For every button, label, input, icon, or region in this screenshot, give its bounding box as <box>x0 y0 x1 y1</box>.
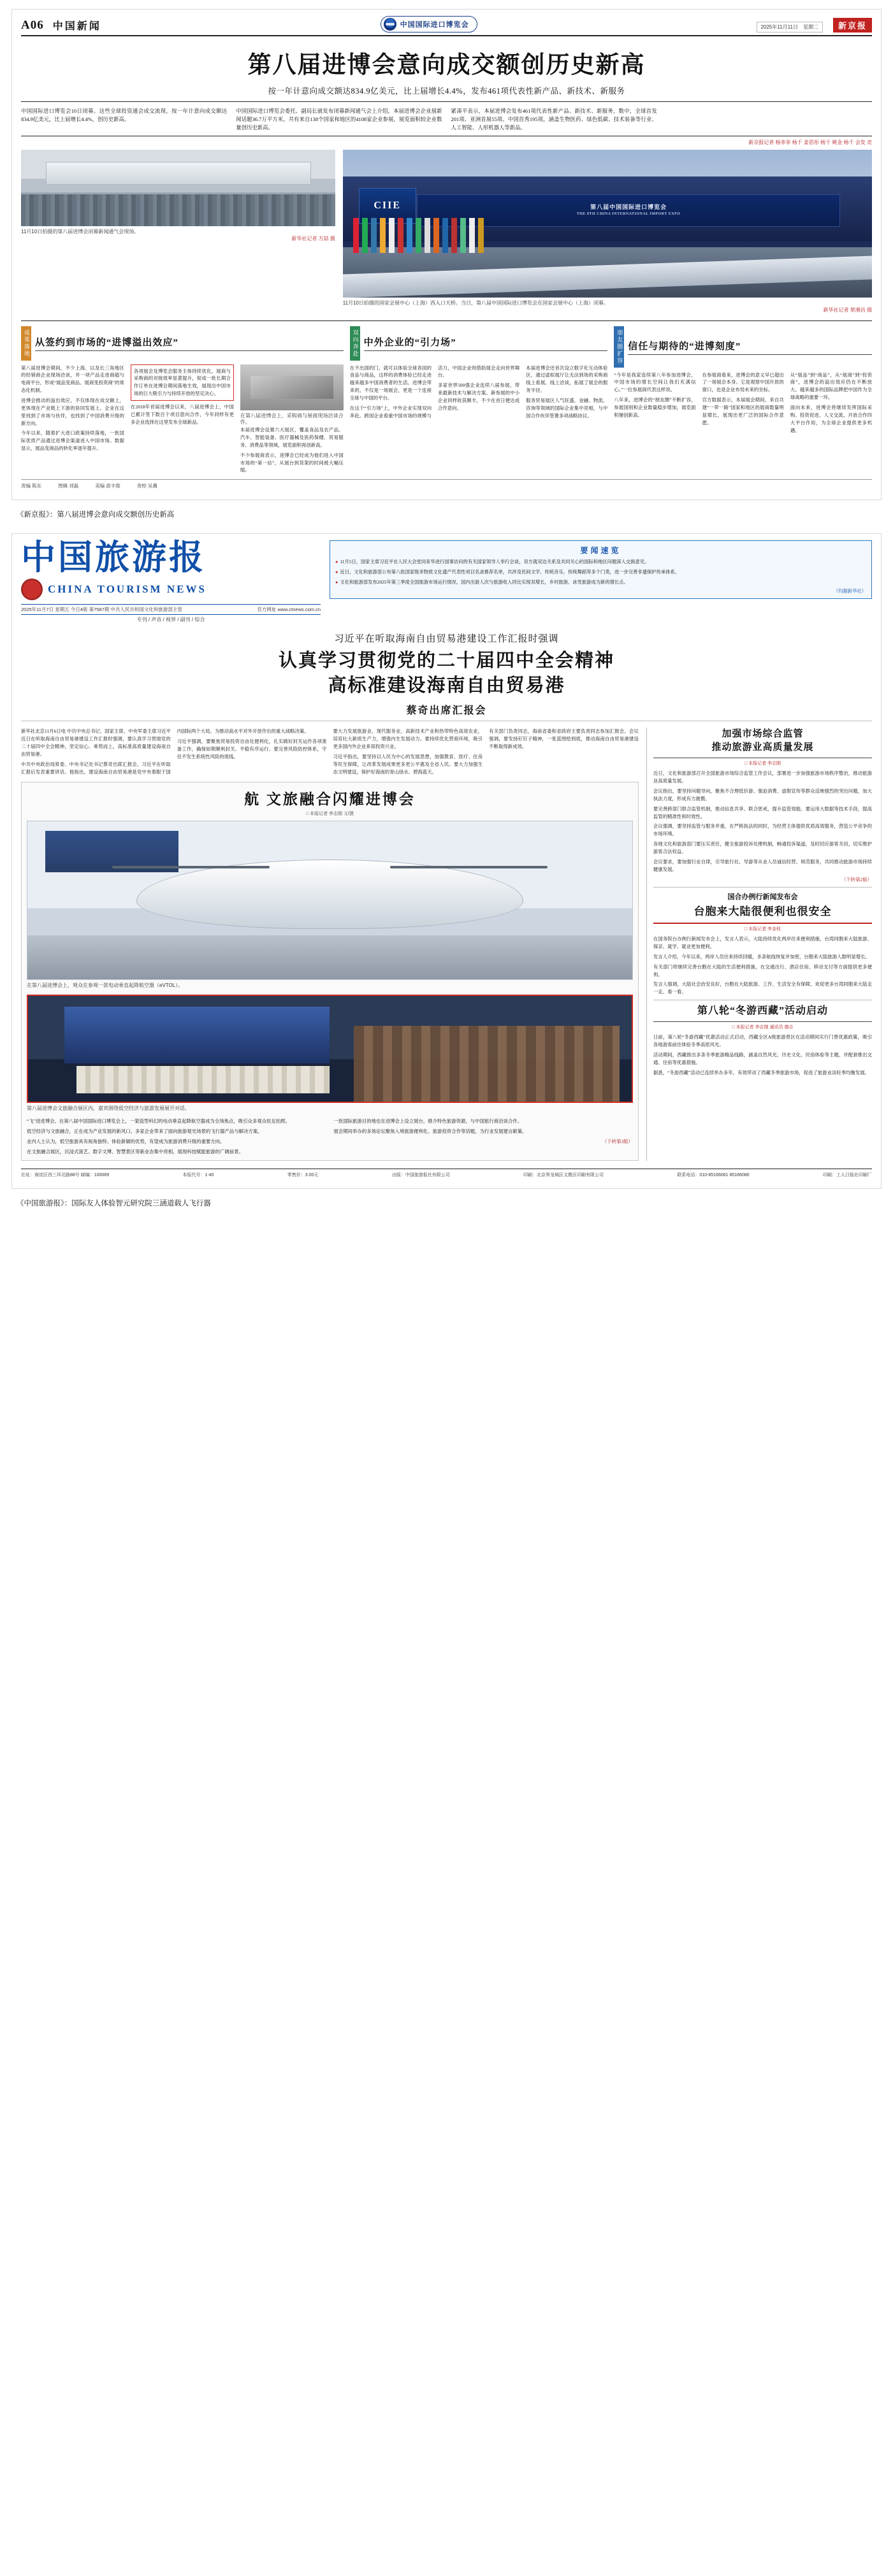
section-name: 中国新闻 <box>52 21 101 32</box>
flag <box>407 218 412 254</box>
paper2-infoline <box>21 604 321 615</box>
photo-caption-inline: 在第八届进博会上，采购商与展商现场洽谈合作。 <box>240 412 344 426</box>
flag <box>451 218 457 254</box>
side-article2-title: 台胞来大陆很便利也很安全 <box>653 904 872 924</box>
paragraph: 会议强调，要坚持监管与服务并重，在严格执法的同时，为经营主体提供优质高效服务，营造公平竞争的市场环境。 <box>653 823 872 837</box>
paragraph: 本届进博会设置六大展区，覆盖食品及农产品、汽车、智能装备、医疗器械及医药保健、贸易服务、消费品等领域，展览面积再创新高。 <box>240 427 344 448</box>
feature-body <box>27 1118 633 1155</box>
paragraph: 多家世界500强企业连续八届参展，带来最新技术与解决方案。新参展的中小企业同样收获颇丰，不少在首日便达成合作意向。 <box>437 382 520 411</box>
continued-note: （下转第2版） <box>841 876 872 882</box>
lead-title-line1: 认真学习贯彻党的二十届四中全会精神 <box>278 651 614 672</box>
news-brief-title: 要闻速览 <box>580 546 621 556</box>
paper2-logo-block <box>21 540 321 624</box>
section-tag: 成果落地 <box>21 326 31 361</box>
section-title: 信任与期待的“进博刻度” <box>628 339 872 355</box>
paragraph: “飞”进进博会。在第八届中国国际进口博览会上，一架造型科幻的电动垂直起降航空器成为全场焦点，吸引众多观众驻足拍照。 <box>27 1118 291 1125</box>
colophon-code: 本报代号：1-40 <box>182 1173 214 1178</box>
bullet-icon: ● <box>335 568 338 575</box>
paragraph: 近日，文化和旅游部召开全国旅游市场综合监管工作会议，部署进一步加强旅游市场秩序整治，推动旅游业高质量发展。 <box>653 770 872 784</box>
ciie-globe-icon <box>384 18 396 31</box>
side-article2-body <box>653 935 872 996</box>
paragraph: 要大力发展旅游业、现代服务业、高新技术产业和热带特色高效农业，培育壮大新质生产力，增强内生发展动力。要持续优化营商环境，吸引更多国内外企业来琼投资兴业。 <box>333 728 483 750</box>
colophon-phone: 联系电话：010-85166061 85166080 <box>677 1173 750 1178</box>
photo-flag-row <box>353 218 861 254</box>
paragraph: 展会期间举办的多场论坛聚焦入境旅游便利化、旅游投资合作等话题，为行业发展建言献策。 <box>333 1128 527 1134</box>
paragraph: “今年是我家连续第八年参加进博会，中国市场的增长空间让我们充满信心。”一位参展商代表这样说。 <box>614 371 696 393</box>
paper2-lead-head <box>21 631 872 717</box>
paragraph: 据悉，“冬游西藏”活动已连续举办多年，有效带动了西藏冬季旅游市场，促进了旅游业淡旺季均衡发展。 <box>653 1069 870 1076</box>
feature-photo-caption-2: 第八届进博会文旅融合展区内，嘉宾围绕低空经济与旅游发展展开对话。 <box>27 1105 190 1112</box>
paragraph: 要完善跨部门联合监管机制，推动信息共享、联合惩戒，提升监管效能。要运用大数据等技术手段，提高监管的精准性和时效性。 <box>653 805 872 819</box>
colophon-printer2: 印刷：工人日报社印刷厂 <box>822 1173 872 1178</box>
feature-byline: □ 本报记者 李志刚 文/摄 <box>305 812 354 817</box>
brief-item <box>335 568 866 576</box>
paragraph: 八年来，进博会的“朋友圈”不断扩容，参展国别和企业数量稳步增加，展览面积屡创新高。 <box>614 397 696 418</box>
section-header <box>21 326 344 361</box>
photo-rotor <box>112 866 270 868</box>
credit-photo: 图辑 刘磊 <box>58 483 79 489</box>
brief-item <box>335 579 866 586</box>
lead-article-body <box>21 107 872 136</box>
photo-stage-chairs <box>76 1066 330 1093</box>
page-headline: 第八届进博会意向成交额创历史新高 <box>247 52 646 78</box>
side-article-body <box>653 770 872 883</box>
flag <box>425 218 430 254</box>
paper2-grid <box>21 728 872 1161</box>
venue-banner-cn: 第八届中国国际进口博览会 <box>590 203 667 210</box>
paragraph: 在这个“引力场”上，中外企业实现双向奔赴。跨国企业看重中国市场的规模与活力，中国企业则借助展会走向世界舞台。 <box>349 364 520 419</box>
paragraph: 服务贸易展区人气旺盛，金融、物流、咨询等领域的国际企业集中亮相，与中国合作伙伴签署多项战略协议。 <box>526 398 608 419</box>
colophon-price: 零售价：3.00元 <box>287 1173 319 1178</box>
feature-continued-note: （下转第3版） <box>602 1138 633 1144</box>
paper2-nav[interactable]: 专刊 / 声音 / 视界 / 副刊 / 综合 <box>136 617 205 623</box>
highlight-box <box>131 364 234 401</box>
brief-item-text: 近日，文化和旅游部公布第八批国家级非物质文化遗产代表性项目名录推荐名单，共涉及民间文学、传统音乐、传统舞蹈等多个门类，进一步完善非遗保护传承体系。 <box>340 568 680 575</box>
lead-byline: 新京报记者 杨菲菲 杨千 姜思彤 杨千 姚金 杨千 会发 竞 <box>748 140 872 146</box>
photo-block-forum <box>21 150 335 314</box>
paragraph: 中共中央政治局常委、中央书记处书记蔡奇出席汇报会。习近平在听取汇报后发表重要讲话。他指出，建设海南自由贸易港是党中央着眼于国内国际两个大局、为推动高水平对外开放作出的重大战略决策。 <box>21 728 309 775</box>
paper1-article-grid <box>21 326 872 475</box>
paragraph: 有关部门将继续完善台胞在大陆的生活便利措施，在交通出行、酒店住宿、移动支付等方面提供更多便利。 <box>653 963 872 977</box>
colophon-printer: 印刷：北京界龙城区文教区印刷有限公司 <box>523 1173 604 1178</box>
paragraph: 习近平强调，要聚焦贸易投资自由化便利化，扎实做好封关运作各项准备工作，确保如期顺利封关、平稳有序运行。要完善风险防控体系，守住不发生系统性风险的底线。 <box>177 738 327 759</box>
side-article-title-line2: 推动旅游业高质量发展 <box>711 742 814 753</box>
photo-caption-right: 11月10日拍摄的国家会展中心（上海）西入口天桥。当日，第八届中国国际进口博览会在国家会展中心（上海）闭幕。 <box>342 300 609 306</box>
lead-paragraph: 中国国际进口博览会委托、副局长就发布闭幕新闻通气会上介绍，本届进博会企业展新闻话题36.7万平方米，共有来自138个国家和地区的4108家企业参展，展览面积较企业数量创历史新高。 <box>236 108 442 131</box>
paragraph: 在文旅融合展区，沉浸式演艺、数字文博、智慧景区等新业态集中亮相，展现科技赋能旅游的广阔前景。 <box>27 1148 243 1155</box>
article-section-3 <box>614 326 872 475</box>
lead-kicker: 习近平在听取海南自由贸易港建设工作汇报时强调 <box>334 634 559 645</box>
paragraph: 会议指出，要坚持问题导向，聚焦不合理低价游、强迫消费、虚假宣传等群众反映强烈的突出问题，加大执法力度，形成有力震慑。 <box>653 788 872 802</box>
news-brief-box <box>330 540 872 599</box>
paragraph: 发言人强调，大陆社会治安良好，台胞在大陆旅游、工作、生活安全有保障，欢迎更多台湾同胞来大陆走一走、看一看。 <box>653 981 872 995</box>
paper1-topbar <box>21 16 872 36</box>
ciie-venue-logo: CIIE <box>359 188 416 224</box>
paragraph: 在不出国的门，就可以体验全球各国的食品与商品，这样的消费体验已经走进越来越多中国消费者的生活。进博会带来的，不仅是一场展会，更是一个连接全球与中国的平台。 <box>349 364 432 401</box>
page-subheadline: 按一年计意向成交额达834.9亿美元，比上届增长4.4%，发布461项代表性新产品、新技术、新服务 <box>21 85 872 102</box>
paragraph: 面向未来，进博会将继续发挥国际采购、投资促进、人文交流、开放合作四大平台作用，为全球企业提供更多机遇。 <box>790 405 872 433</box>
photo-inline-negotiation <box>240 364 344 410</box>
paragraph: 有关部门负责同志，海南省委和省政府主要负责同志参加汇报会。会议强调，要发扬钉钉子精神，一张蓝图绘到底，推动海南自由贸易港建设不断取得新成效。 <box>489 728 639 750</box>
brief-source: （均据新华社） <box>833 588 866 594</box>
paper1-credits <box>21 479 872 489</box>
flag <box>362 218 368 254</box>
divider <box>21 320 872 321</box>
article-section-2 <box>350 326 608 475</box>
photo-credit-left: 新华社记者 方喆 摄 <box>291 235 335 241</box>
paper2-website[interactable]: 官方网址 www.ctnews.com.cn <box>257 607 321 613</box>
flag <box>460 218 466 254</box>
ciie-badge <box>381 16 477 32</box>
ciie-badge-label: 中国国际进口博览会 <box>400 21 469 29</box>
flag <box>478 218 484 254</box>
paragraph: 一批国际旅游目的地也在进博会上设立展台，推介特色旅游资源，与中国旅行商洽谈合作。 <box>333 1118 523 1125</box>
side-article3-title: 第八轮“冬游西藏”活动启动 <box>653 1004 872 1022</box>
feature-photo-caption-1: 在第八届进博会上，观众在参观一款电动垂直起降航空器（eVTOL）。 <box>27 982 184 989</box>
paragraph: 习近平指出，要坚持以人民为中心的发展思想，加强教育、医疗、住房等民生保障，让改革发展成果更多更公平惠及全省人民。要大力加强生态文明建设，保护好海南的青山绿水、碧海蓝天。 <box>333 753 483 775</box>
seal-icon <box>21 579 43 600</box>
credit-designer: 美编 俞丰俊 <box>95 483 120 489</box>
side-article-byline: □ 本报记者 李志刚 <box>744 761 781 766</box>
paper2-masthead <box>21 540 872 624</box>
flag <box>371 218 377 254</box>
paragraph: 业内人士认为，低空旅游具有视角独特、体验新颖的优势，有望成为旅游消费升级的重要方向。 <box>27 1138 225 1144</box>
bullet-icon: ● <box>335 579 338 585</box>
photo-ciie-venue <box>343 150 872 298</box>
paragraph: 今年以来，随着扩大进口政策持续落地，一批国际优质产品通过进博会渠道进入中国市场。数据显示，展品变商品的转化率逐年提升。 <box>21 430 124 452</box>
paper1-external-caption: 《新京报》：第八届进博会意向成交额创历史新高 <box>17 511 175 519</box>
paper2-logo-en: CHINA TOURISM NEWS <box>48 583 207 596</box>
paragraph: 发言人介绍，今年以来，两岸人员往来持续回暖，多条航线恢复并加密，台胞来大陆旅游人数明显增长。 <box>653 953 870 960</box>
section-header <box>350 326 608 361</box>
photo-caption-left: 11月10日拍摄的第八届进博会闭幕新闻通气会现场。 <box>21 229 140 235</box>
flag <box>433 218 439 254</box>
photo-rotor <box>390 866 548 868</box>
flag <box>353 218 359 254</box>
paragraph: 第八届进博会期间，不少上海、以及长三角地区的经销商企业现场洽谈，并一项产品走进商超与电商平台，形成“展品变商品、展商变投资商”的常态化机制。 <box>21 364 124 394</box>
colophon-address: 社址：海淀区西三环北路88号 邮编：100089 <box>21 1173 110 1178</box>
paper2-colophon <box>21 1169 872 1178</box>
lead-paragraph: 中国国际进口博览会10日闭幕。这些全球投资通会成交流现，按一年计意向成交额达834.9亿美元，比上届增长4.4%，创历史新高。 <box>21 108 228 123</box>
photo-credit-right: 新华社记者 蔡湘昌 摄 <box>823 306 872 313</box>
lead-article-body <box>21 728 639 775</box>
lead-paragraph: 紧凑平表示，本届进博会发布461项代表性新产品、新技术、新服务，数中，全球首发201项、亚洲首展55项、中国首秀195项，涵盖生物医药、绿色低碳、技术装备等行业、人工智能、人形机器人等新品。 <box>451 108 657 131</box>
photo-forum-stage <box>27 995 633 1103</box>
flag <box>389 218 395 254</box>
colophon-publisher: 出版：中国旅游报社有限公司 <box>391 1173 450 1178</box>
paragraph: 不少参展商表示，进博会已经成为他们进入中国市场的“第一站”，从展台到货架的时间被大幅压缩。 <box>240 452 344 473</box>
paragraph: 进博会推动的溢出效应，不仅体现在成交额上，更体现在产业链上下游的协同发展上。企业在这里找到了市场与伙伴，也找到了中国消费升级的新方向。 <box>21 398 124 426</box>
photo-floor <box>27 935 632 979</box>
paper2-logo-cn: 中国旅游报 <box>21 538 206 577</box>
paragraph: 日前，第八轮“冬游西藏”优惠活动正式启动，西藏全区A级旅游景区在活动期间实行门票优惠政策，吸引各地游客前往体验冬季高原风光。 <box>653 1034 872 1048</box>
credit-proofreader: 责校 吴冀 <box>136 483 157 489</box>
section-title: 从签约到市场的“进博溢出效应” <box>35 335 344 351</box>
brief-item-text: 文化和旅游部发布2025年第三季度全国旅游市场运行情况，国内出游人次与旅游收入同比实现双增长，乡村旅游、冰雪旅游成为新的增长点。 <box>340 579 628 585</box>
bullet-icon: ● <box>335 559 338 565</box>
section-body <box>21 364 344 475</box>
photo-evtol-aircraft <box>27 821 633 980</box>
side-article2-kicker: 国合办例行新闻发布会 <box>727 893 798 902</box>
section-body <box>614 371 872 435</box>
feature-title: 航 文旅融合闪耀进博会 <box>244 791 416 808</box>
paragraph: 在参展商看来，进博会的意义早已超出了一场展会本身。它是观察中国开放的窗口，也是企业布局未来的坐标。 <box>702 371 784 393</box>
section-body <box>350 364 608 420</box>
flag <box>416 218 421 254</box>
photo-audience <box>354 1026 620 1102</box>
folio-number: A06 <box>21 18 44 32</box>
issue-date: 2025年11月11日 星期二 <box>757 22 823 32</box>
paragraph: 在2018年首届进博会以来，八届进博会上，中国已累计签下数百个项目意向合作，今年同样有更多企业选择在这里发布全球新品。 <box>130 404 234 425</box>
paragraph: 在国务院台办例行新闻发布会上，发言人表示，大陆持续优化两岸往来便利措施，台湾同胞来大陆旅游、探亲、就学、就业更加便利。 <box>653 936 872 949</box>
feature-article <box>21 782 639 1161</box>
paper-brand: 新京报 <box>833 18 872 32</box>
paper2-side-column <box>646 728 872 1161</box>
paragraph: 低空经济与文旅融合，正在成为产业发展的新风口。多家企业带来了面向旅游观光场景的飞行器产品与解决方案。 <box>27 1128 263 1134</box>
side-article-title <box>653 728 872 758</box>
side-article-title-line1: 加强市场综合监管 <box>722 729 804 740</box>
flag <box>380 218 386 254</box>
paragraph: 活动期间，西藏推出多条冬季旅游精品线路，涵盖自然风光、历史文化、民俗体验等主题，并配套推出交通、住宿等优惠措施。 <box>653 1052 872 1065</box>
side-article2-byline: □ 本报记者 李金枝 <box>744 927 781 932</box>
paragraph: 会议要求，要加强行业自律，引导旅行社、导游等从业人员诚信经营、规范服务，共同推动旅游市场持续健康发展。 <box>653 858 872 872</box>
paragraph: 官方数据表示，本届展会期间，来自共建“一带一路”国家和地区的展商数量明显增长，展现出更广泛的国际合作意愿。 <box>702 397 784 426</box>
section-title: 中外企业的“引力场” <box>364 335 608 351</box>
paragraph: 从“展品”到“商品”，从“展商”到“投资商”，进博会的溢出效应仍在不断放大。越来越多的国际品牌把中国作为全球战略的重要一环。 <box>790 371 872 401</box>
photo-block-venue <box>343 150 872 314</box>
side-article3-byline: □ 本报记者 李志刚 通讯员 德吉 <box>732 1025 794 1030</box>
paper2-main-column <box>21 728 639 1161</box>
newspaper-page <box>0 9 893 1213</box>
photo-stage-screen <box>64 1007 330 1064</box>
paper-beijing-news <box>11 9 882 500</box>
photo-press-conference <box>21 150 335 226</box>
flag <box>469 218 475 254</box>
section-tag: 朋友圈扩容 <box>614 326 624 368</box>
venue-banner-en: THE 8TH CHINA INTERNATIONAL IMPORT EXPO <box>576 212 681 217</box>
flag <box>442 218 448 254</box>
section-header <box>614 326 872 368</box>
paragraph: 本届进博会还首次设立数字化互动体验区，通过虚拟展厅让无法到场的采购商线上看展、线上洽谈，拓展了展会的服务半径。 <box>526 364 608 394</box>
paper2-issue-info: 2025年11月7日 星期五 今日4版 第7587期 中共人民共和国文化和旅游部主管 <box>21 607 182 613</box>
paper-china-tourism-news <box>11 533 882 1189</box>
brief-item-text: 11月5日，国家主席习近平在人民大会堂同来华进行国事访问的有关国家领导人举行会谈，双方就双边关系及共同关心的国际和地区问题深入交换意见。 <box>340 559 650 565</box>
lead-title-line2: 高标准建设海南自由贸易港 <box>328 675 565 696</box>
lead-title-line3: 蔡奇出席汇报会 <box>406 705 487 717</box>
photo-aircraft-body <box>136 860 523 929</box>
paper2-logo-en-row <box>21 579 321 600</box>
highlight-text: 各项展会及博览会服务主体持续优化，展商与采购商的对接效率显著提升，促成一批长期合作订单在进博会期间落地生效，展现出中国市场的巨大吸引力与持续开放的坚定决心。 <box>133 368 231 397</box>
paragraph: 新华社北京11月6日电 中共中央总书记、国家主席、中央军委主席习近平近日在听取海南自由贸易港建设工作汇报时强调，要认真学习贯彻党的二十届四中全会精神，坚定信心、乘势而上，高标准高质量建设海南自由贸易港。 <box>21 728 171 757</box>
photo-row <box>21 150 872 314</box>
article-section-1 <box>21 326 344 475</box>
paragraph: 各地文化和旅游部门要压实责任，健全旅游投诉处理机制，畅通投诉渠道，及时回应游客关切，切实维护游客合法权益。 <box>653 841 872 854</box>
brief-item <box>335 558 866 566</box>
ciie-masthead <box>108 16 750 32</box>
section-tag: 双向奔赴 <box>350 326 360 361</box>
flag <box>398 218 403 254</box>
divider <box>653 887 872 888</box>
side-article3-body <box>653 1033 872 1076</box>
paper2-external-caption: 《中国旅游报》：国际友人体验智元研究院三涵道载人飞行器 <box>17 1200 211 1208</box>
credit-editor: 责编 陈东 <box>21 483 42 489</box>
